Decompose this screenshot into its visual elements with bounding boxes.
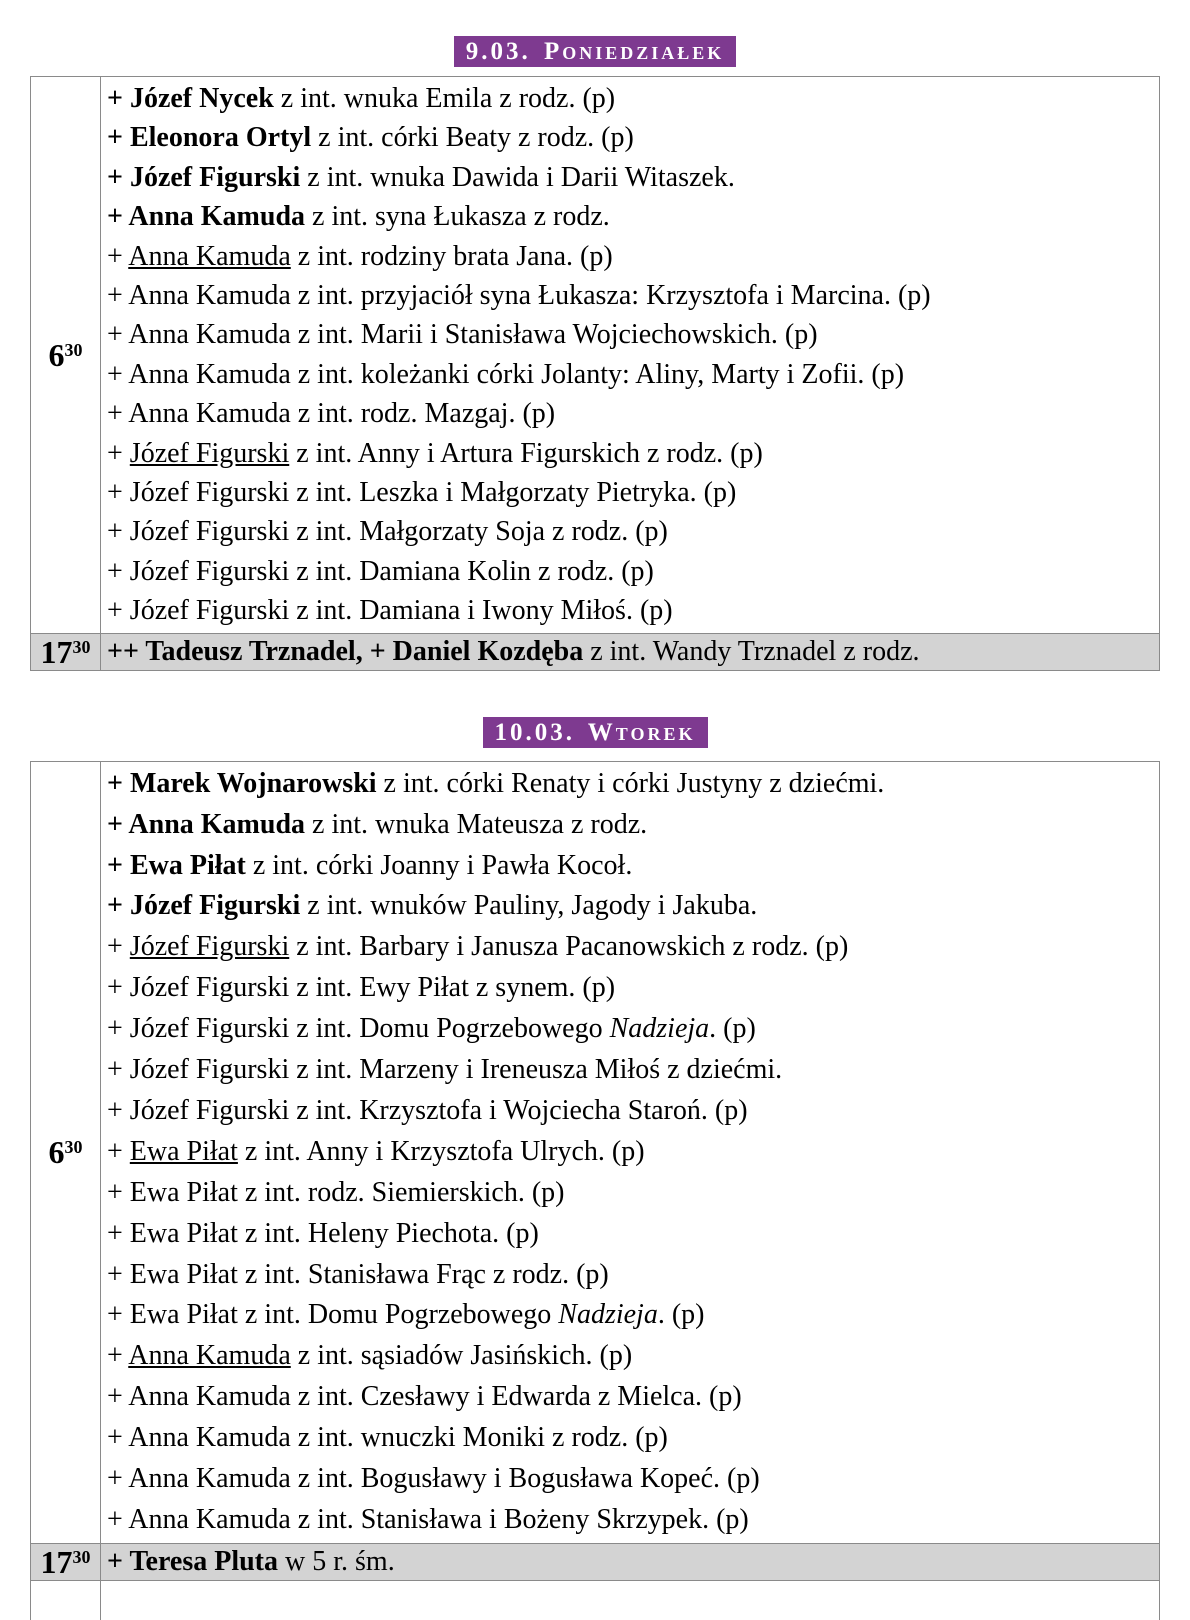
mass-time: 6 xyxy=(48,1134,65,1171)
intention-text: + Ewa Piłat z int. Stanisława Frąc z rodz. (p) xyxy=(107,1258,609,1290)
intention-text: + xyxy=(107,1135,130,1167)
intention-text: ++ Tadeusz Trznadel, + Daniel Kozdęba xyxy=(107,635,584,667)
mass-time-superscript: 30 xyxy=(64,1137,83,1158)
intention-text: z int. Wandy Trznadel z rodz. xyxy=(583,635,920,667)
intention-entry xyxy=(107,237,1155,276)
intention-entry xyxy=(107,355,1155,394)
intention-text: + xyxy=(107,240,129,272)
mass-time-cell xyxy=(31,761,101,1543)
intention-text: + Anna Kamuda z int. rodz. Mazgaj. (p) xyxy=(107,398,556,430)
intention-text: + Marek Wojnarowski xyxy=(107,767,377,799)
intention-text: Ewa Piłat xyxy=(129,1135,238,1167)
intention-entry xyxy=(107,846,1155,887)
intention-text: z int. wnuka Emila z rodz. (p) xyxy=(273,83,616,114)
intention-text: + Ewa Piłat xyxy=(107,849,246,881)
intention-text: + Anna Kamuda z int. Marii i Stanisława Wojciechowskich. (p) xyxy=(107,319,818,351)
intention-text: . (p) xyxy=(657,1299,705,1331)
intention-entry xyxy=(107,79,1155,118)
intention-text: + Anna Kamuda xyxy=(107,808,306,840)
intention-text: z int. Barbary i Janusza Pacanowskich z rodz. (p) xyxy=(289,931,849,963)
intention-entry xyxy=(107,1173,1155,1214)
intention-entry xyxy=(107,158,1155,197)
cut-off-row xyxy=(31,1580,1160,1620)
intention-text: z int. Anny i Artura Figurskich z rodz. (p) xyxy=(289,437,763,469)
intention-text: Józef Figurski xyxy=(129,437,290,469)
intention-entry xyxy=(107,635,1155,669)
intention-entry xyxy=(107,805,1155,846)
intention-entry xyxy=(107,1295,1155,1336)
intention-entry xyxy=(107,1091,1155,1132)
intention-text: + Teresa Pluta xyxy=(107,1545,279,1577)
intention-text: z int. córki Beaty z rodz. (p) xyxy=(311,122,634,154)
intention-text: + xyxy=(107,931,130,963)
intention-text: + Anna Kamuda z int. koleżanki córki Jolanty: Aliny, Marty i Zofii. (p) xyxy=(107,358,905,390)
intention-text: + Anna Kamuda xyxy=(107,201,306,233)
intention-text: + Józef Figurski z int. Marzeny i Ireneusza Miłoś z dziećmi. xyxy=(107,1054,783,1086)
intention-text: + Józef Figurski z int. Krzysztofa i Wojciecha Staroń. (p) xyxy=(107,1094,748,1126)
mass-intentions-cell xyxy=(101,761,1160,1543)
intention-entry xyxy=(107,1500,1155,1541)
intention-text: + Józef Figurski z int. Damiana Kolin z rodz. (p) xyxy=(107,555,654,587)
schedule-row xyxy=(31,77,1160,634)
intention-entry xyxy=(107,1050,1155,1091)
mass-time-cell xyxy=(31,1580,101,1620)
mass-time: 17 xyxy=(40,633,73,670)
mass-intentions-cell xyxy=(101,1580,1160,1620)
mass-time-cell xyxy=(31,1543,101,1580)
day-header: 10.03. Wtorek xyxy=(483,717,708,748)
intention-entry xyxy=(107,276,1155,315)
mass-time-superscript: 30 xyxy=(64,340,83,360)
intention-text: z int. Anny i Krzysztofa Ulrych. (p) xyxy=(237,1135,645,1167)
mass-schedule-table xyxy=(30,76,1160,671)
intention-entry xyxy=(107,1336,1155,1377)
intention-entry xyxy=(107,118,1155,157)
intention-text: z int. wnuka Dawida i Darii Witaszek. xyxy=(300,161,735,193)
mass-schedule-table xyxy=(30,761,1160,1620)
mass-intentions-cell xyxy=(101,1543,1160,1580)
intention-text: + Józef Figurski z int. Domu Pogrzebowego xyxy=(107,1013,610,1045)
intention-entry xyxy=(107,1377,1155,1418)
day-header: 9.03. Poniedziałek xyxy=(454,36,737,67)
intention-text: + Józef Figurski z int. Małgorzaty Soja z rodz. (p) xyxy=(107,516,668,548)
intention-text: w 5 r. śm. xyxy=(278,1545,395,1577)
intention-entry xyxy=(107,927,1155,968)
intention-text: + Ewa Piłat z int. Domu Pogrzebowego xyxy=(107,1299,559,1331)
intention-entry xyxy=(107,886,1155,927)
intention-text: z int. sąsiadów Jasińskich. (p) xyxy=(290,1340,633,1372)
intention-text: + Anna Kamuda z int. przyjaciół syna Łukasza: Krzysztofa i Marcina. (p) xyxy=(107,280,931,312)
intention-entry xyxy=(107,552,1155,591)
intention-entry xyxy=(107,1255,1155,1296)
intention-text: + Ewa Piłat z int. rodz. Siemierskich. (p) xyxy=(107,1176,565,1208)
intention-text: Anna Kamuda xyxy=(128,240,291,272)
intention-text: + Anna Kamuda z int. Czesławy i Edwarda z Mielca. (p) xyxy=(107,1381,742,1413)
intention-text: Nadzieja xyxy=(558,1299,658,1331)
mass-time: 6 xyxy=(48,336,65,373)
intention-text: + Józef Figurski z int. Damiana i Iwony Miłoś. (p) xyxy=(107,595,673,627)
intention-entry xyxy=(107,1009,1155,1050)
intention-entry xyxy=(107,1132,1155,1173)
intention-text: z int. córki Joanny i Pawła Kocoł. xyxy=(245,849,633,881)
intention-text: + Ewa Piłat z int. Heleny Piechota. (p) xyxy=(107,1217,539,1249)
mass-time-superscript: 30 xyxy=(72,1547,91,1568)
intention-entry xyxy=(107,315,1155,354)
intention-text: z int. wnuków Pauliny, Jagody i Jakuba. xyxy=(300,890,758,922)
intention-text: z int. wnuka Mateusza z rodz. xyxy=(305,808,648,840)
intention-entry xyxy=(107,434,1155,473)
intention-text: + Józef Figurski xyxy=(107,161,301,193)
intention-text: + Anna Kamuda z int. wnuczki Moniki z rodz. (p) xyxy=(107,1422,668,1454)
day-header-row xyxy=(30,36,1160,67)
intention-text: z int. syna Łukasza z rodz. xyxy=(305,201,610,233)
day-header-row xyxy=(30,717,1160,748)
intention-text: Anna Kamuda xyxy=(128,1340,291,1372)
schedule-row xyxy=(31,761,1160,1543)
intention-text: . (p) xyxy=(709,1013,756,1045)
intention-entry xyxy=(107,512,1155,551)
intention-entry xyxy=(107,473,1155,512)
mass-time-superscript: 30 xyxy=(72,636,91,657)
intention-text: z int. rodziny brata Jana. (p) xyxy=(290,240,613,272)
intention-entry xyxy=(107,968,1155,1009)
mass-time: 17 xyxy=(40,1543,73,1580)
intention-entry xyxy=(107,764,1155,805)
intention-text: + Józef Figurski z int. Ewy Piłat z synem. (p) xyxy=(107,972,616,1004)
schedule-row xyxy=(31,1543,1160,1580)
intention-text: + Józef Figurski xyxy=(107,890,301,922)
intention-entry xyxy=(107,1545,1155,1579)
intention-entry xyxy=(107,1418,1155,1459)
intention-text: + Eleonora Ortyl xyxy=(107,122,312,154)
intention-text: + Józef Figurski z int. Leszka i Małgorzaty Pietryka. (p) xyxy=(107,477,737,509)
intention-text: + Józef Nycek xyxy=(107,83,274,114)
intention-entry xyxy=(107,197,1155,236)
schedule-row xyxy=(31,633,1160,670)
intention-text: + xyxy=(107,1340,129,1372)
intention-entry xyxy=(107,591,1155,630)
intention-text: + Anna Kamuda z int. Bogusławy i Bogusława Kopeć. (p) xyxy=(107,1463,760,1495)
intention-text: Józef Figurski xyxy=(129,931,290,963)
intention-entry xyxy=(107,1459,1155,1500)
intention-text: + Anna Kamuda z int. Stanisława i Bożeny Skrzypek. (p) xyxy=(107,1504,749,1535)
mass-intentions-cell xyxy=(101,633,1160,670)
mass-time-cell xyxy=(31,633,101,670)
intention-text: Nadzieja xyxy=(609,1013,710,1045)
intention-text: z int. córki Renaty i córki Justyny z dziećmi. xyxy=(376,767,885,799)
schedule-document xyxy=(30,36,1160,1620)
intention-entry xyxy=(107,394,1155,433)
mass-intentions-cell xyxy=(101,77,1160,634)
intention-entry xyxy=(107,1214,1155,1255)
intention-text: + xyxy=(107,437,130,469)
mass-time-cell xyxy=(31,77,101,634)
